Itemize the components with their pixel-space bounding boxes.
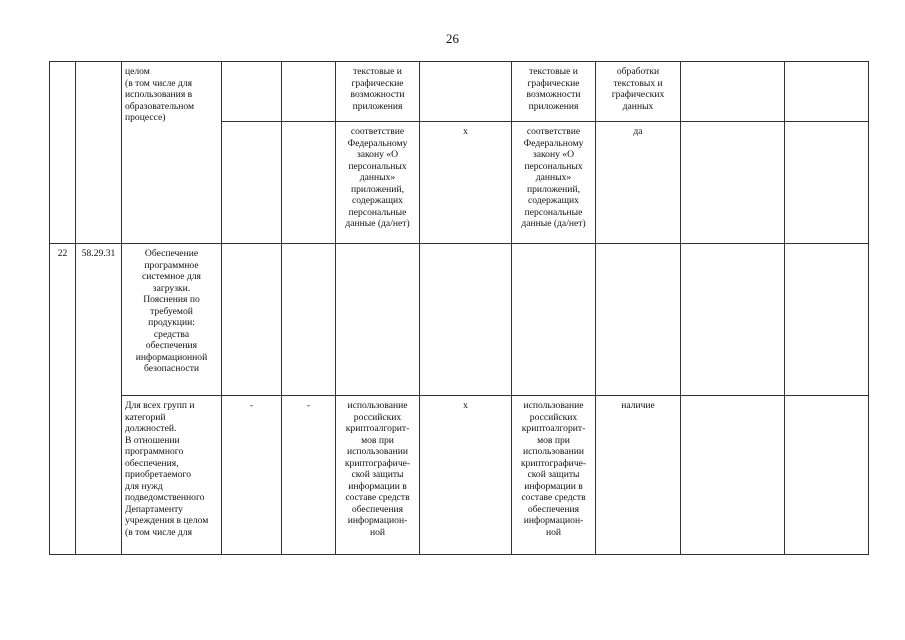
table-cell [785,122,869,244]
name-cell: Обеспечение программное системное для загрузки. Пояснения по требуемой продукции: средства обеспечения информационной безопасности [122,244,222,396]
table-cell [681,244,785,396]
table-cell [222,122,282,244]
code-cell [76,62,122,244]
row-number-cell [50,62,76,244]
characteristic-cell: использование российских криптоалгорит- мов при использовании криптографиче- ской защиты информации в составе средств обеспечения информацион- ной [512,396,596,555]
characteristic-cell: соответствие Федеральному закону «О персональных данных» приложений, содержащих персональные данные (да/нет) [512,122,596,244]
code-cell: 58.29.31 [76,244,122,555]
characteristic-cell: текстовые и графические возможности приложения [512,62,596,122]
value-cell: х [420,396,512,555]
table-cell [512,244,596,396]
value-cell: наличие [596,396,681,555]
table-cell [222,244,282,396]
table-cell [785,244,869,396]
table-cell [785,62,869,122]
table-row [50,62,869,122]
table-cell [681,62,785,122]
characteristic-cell: использование российских криптоалгорит- мов при использовании криптографиче- ской защиты информации в составе средств обеспечения информацион- ной [336,396,420,555]
table-cell [420,244,512,396]
value-cell: обработки текстовых и графических данных [596,62,681,122]
page-number: 26 [446,31,459,46]
table-cell [282,244,336,396]
characteristic-cell: соответствие Федеральному закону «О персональных данных» приложений, содержащих персональные данные (да/нет) [336,122,420,244]
table-cell [596,244,681,396]
table-cell [336,244,420,396]
table-row [50,396,869,555]
value-cell: х [420,122,512,244]
table-cell [222,62,282,122]
table-cell [681,122,785,244]
table-cell [282,122,336,244]
table-row [50,244,869,396]
value-cell: да [596,122,681,244]
table-cell [282,62,336,122]
table-cell [681,396,785,555]
value-cell: - [222,396,282,555]
specification-table [49,61,869,555]
characteristic-cell: текстовые и графические возможности приложения [336,62,420,122]
table-cell [420,62,512,122]
name-cell: целом (в том числе для использования в образовательном процессе) [122,62,222,244]
row-number-cell: 22 [50,244,76,555]
value-cell: - [282,396,336,555]
name-cell: Для всех групп и категорий должностей. В отношении программного обеспечения, приобретаемого для нужд подведомственного Департаменту учреждения в целом (в том числе для [122,396,222,555]
table-cell [785,396,869,555]
